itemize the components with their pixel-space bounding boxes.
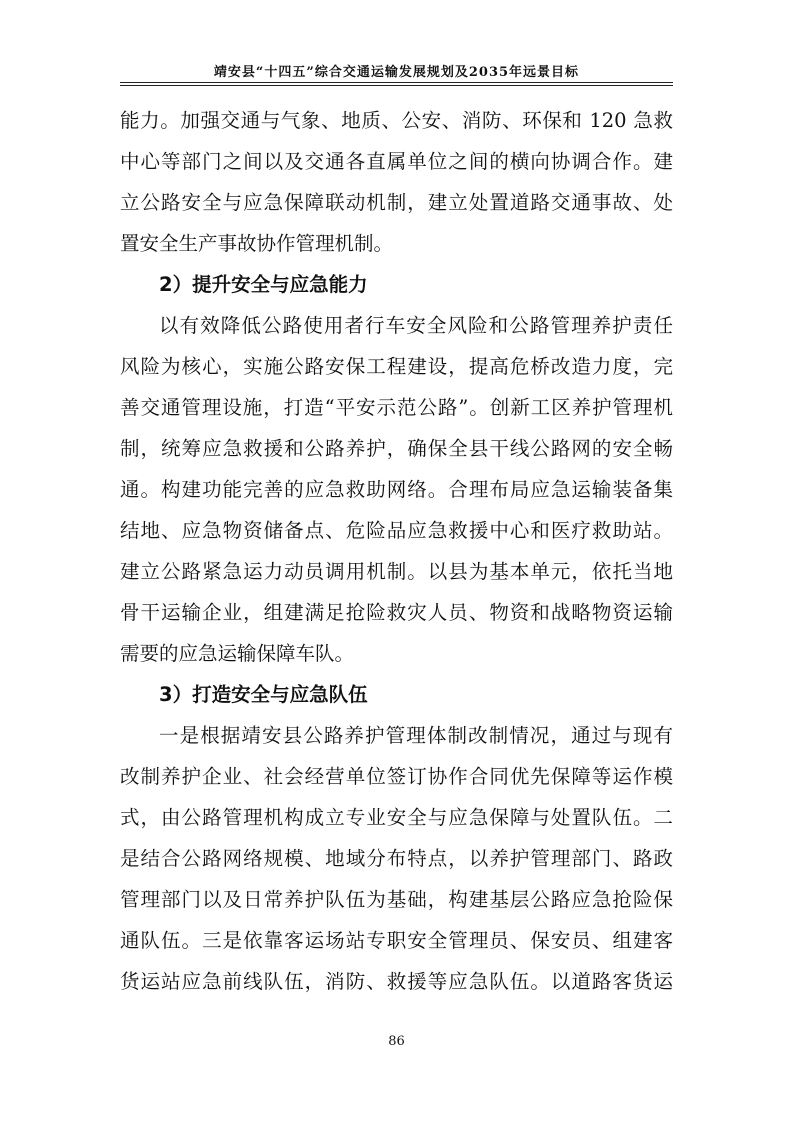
text-line: 骨干运输企业，组建满足抢险救灾人员、物资和战略物资运输 bbox=[120, 601, 673, 624]
text-line: 以有效降低公路使用者行车安全风险和公路管理养护责任 bbox=[159, 314, 673, 337]
text-line: 通队伍。三是依靠客运场站专职安全管理员、保安员、组建客 bbox=[120, 929, 673, 952]
text-line: 结地、应急物资储备点、危险品应急救援中心和医疗救助站。 bbox=[120, 519, 673, 542]
text-line: 善交通管理设施，打造“平安示范公路”。创新工区养护管理机 bbox=[120, 396, 673, 419]
text-line: 制，统筹应急救援和公路养护，确保全县干线公路网的安全畅 bbox=[120, 437, 673, 460]
text-line: 置安全生产事故协作管理机制。 bbox=[120, 232, 394, 255]
text-line: 能力。加强交通与气象、地质、公安、消防、环保和 120 急救 bbox=[120, 109, 673, 132]
text-line: 改制养护企业、社会经营单位签订协作合同优先保障等运作模 bbox=[120, 765, 673, 788]
paragraph-1 bbox=[120, 100, 673, 264]
text-line: 风险为核心，实施公路安保工程建设，提高危桥改造力度，完 bbox=[120, 355, 673, 378]
running-header: 靖安县“十四五”综合交通运输发展规划及2035年远景目标 bbox=[213, 65, 580, 80]
text-line: 式，由公路管理机构成立专业安全与应急保障与处置队伍。二 bbox=[120, 806, 673, 829]
text-line: 立公路安全与应急保障联动机制，建立处置道路交通事故、处 bbox=[120, 191, 673, 214]
text-line: 需要的应急运输保障车队。 bbox=[120, 642, 355, 665]
section-heading-2: 2）提升安全与应急能力 bbox=[159, 273, 368, 296]
text-line: 一是根据靖安县公路养护管理体制改制情况，通过与现有 bbox=[159, 724, 673, 747]
section-heading-3: 3）打造安全与应急队伍 bbox=[159, 683, 368, 706]
text-line: 中心等部门之间以及交通各直属单位之间的横向协调合作。建 bbox=[120, 150, 673, 173]
text-line: 货运站应急前线队伍，消防、救援等应急队伍。以道路客货运 bbox=[120, 970, 673, 993]
text-line: 建立公路紧急运力动员调用机制。以县为基本单元，依托当地 bbox=[120, 560, 673, 583]
header-rule bbox=[120, 82, 673, 83]
page-number: 86 bbox=[388, 1034, 405, 1049]
text-line: 管理部门以及日常养护队伍为基础，构建基层公路应急抢险保 bbox=[120, 888, 673, 911]
header-rule-thin bbox=[120, 85, 673, 86]
text-line: 通。构建功能完善的应急救助网络。合理布局应急运输装备集 bbox=[120, 478, 673, 501]
paragraph-2 bbox=[120, 305, 673, 674]
document-body bbox=[120, 100, 673, 1002]
paragraph-3 bbox=[120, 715, 673, 1002]
text-line: 是结合公路网络规模、地域分布特点，以养护管理部门、路政 bbox=[120, 847, 673, 870]
